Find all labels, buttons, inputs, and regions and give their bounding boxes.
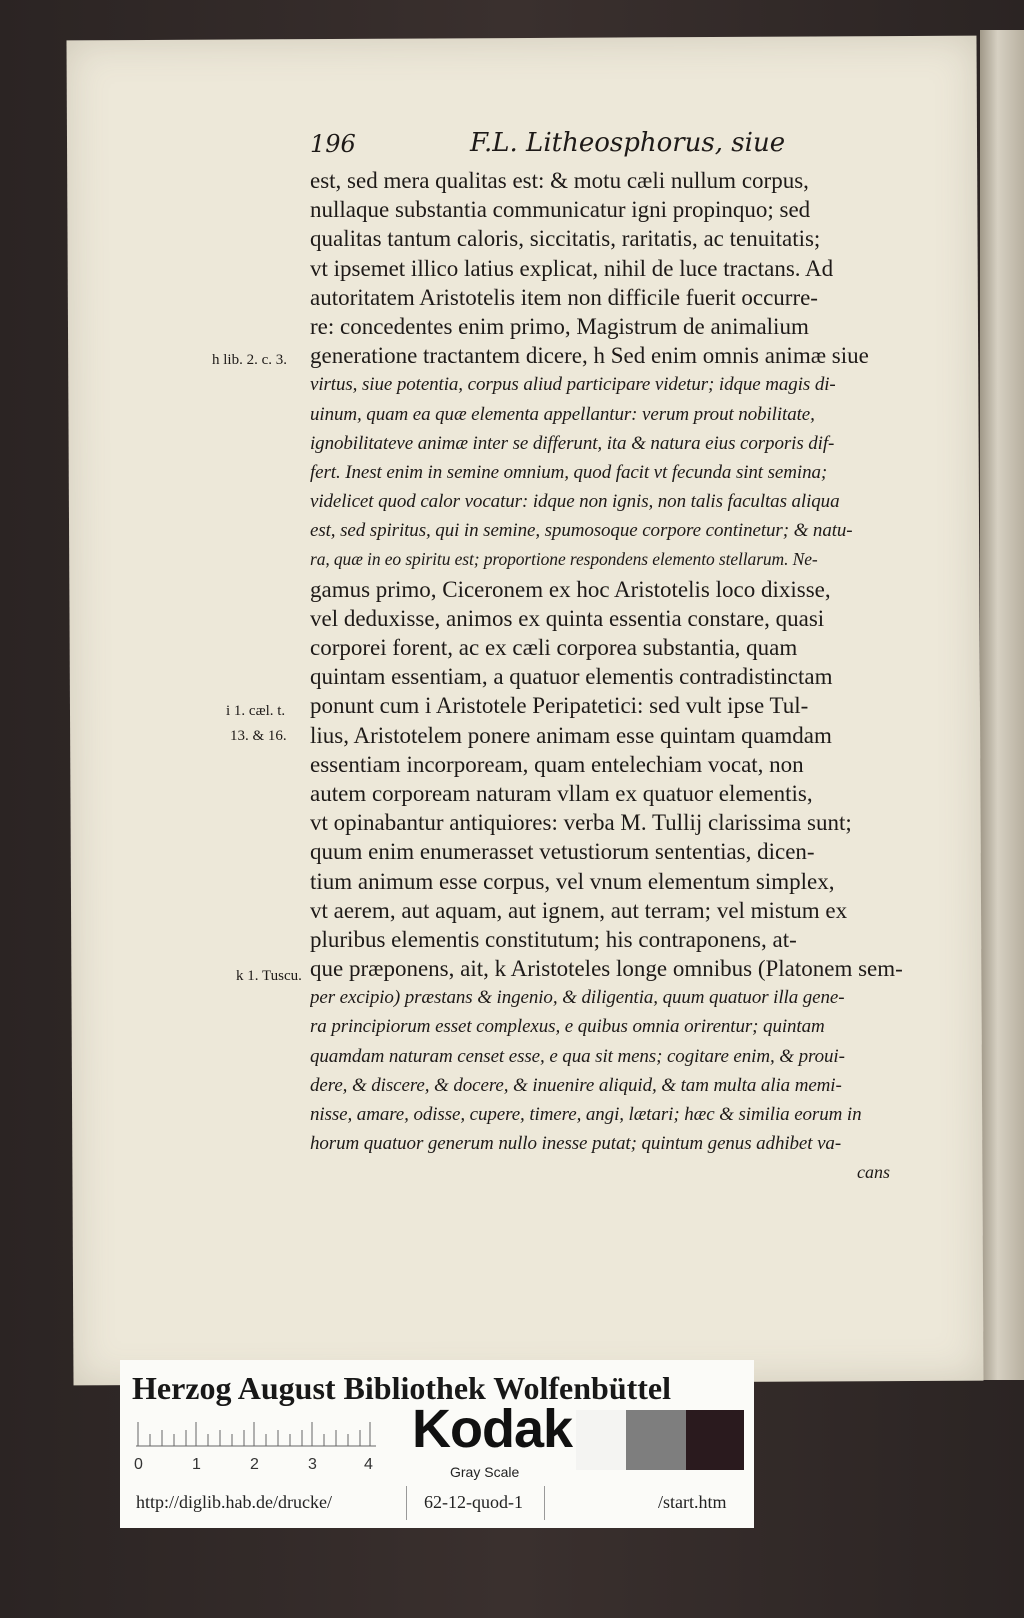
quote-line: ra, quæ in eo spiritu est; proportione respondens elemento stellarum. Ne- <box>310 549 818 570</box>
quote-line: per excipio) præstans & ingenio, & diligentia, quum quatuor illa gene- <box>310 987 845 1009</box>
text-line: ponunt cum i Aristotele Peripatetici: sed vult ipse Tul- <box>310 693 809 719</box>
margin-note-h: h lib. 2. c. 3. <box>212 352 287 368</box>
text-line: quintam essentiam, a quatuor elementis contradistinctam <box>310 664 833 690</box>
text-line: autem corpoream naturam vllam ex quatuor elementis, <box>310 780 813 806</box>
quote-line: virtus, siue potentia, corpus aliud participare videtur; idque magis di- <box>310 374 836 396</box>
text-line: est, sed mera qualitas est: & motu cæli nullum corpus, <box>310 168 809 193</box>
adjacent-page-edge <box>980 30 1024 1380</box>
text-line: quum enim enumerasset vetustiorum sententias, dicen- <box>310 839 815 865</box>
quote-line: nisse, amare, odisse, cupere, timere, angi, lætari; hæc & similia eorum in <box>310 1104 862 1125</box>
text-line: tium animum esse corpus, vel vnum elementum simplex, <box>310 868 835 894</box>
text-line: qualitas tantum caloris, siccitatis, raritatis, ac tenuitatis; <box>310 226 821 252</box>
quote-line: dere, & discere, & docere, & inuenire aliquid, & tam multa alia memi- <box>310 1074 842 1096</box>
ruler-number: 4 <box>364 1456 373 1473</box>
ruler-number: 2 <box>250 1456 259 1473</box>
text-line: essentiam incorpoream, quam entelechiam vocat, non <box>310 751 804 777</box>
quote-line: fert. Inest enim in semine omnium, quod facit vt fecunda sint semina; <box>310 461 828 483</box>
url-divider <box>406 1486 407 1520</box>
page-number: 196 <box>310 130 356 158</box>
quote-line: ignobilitateve animæ inter se differunt, ita & natura eius corporis dif- <box>310 432 835 454</box>
catchword: cans <box>857 1162 890 1183</box>
gray-swatch-mid <box>626 1410 686 1470</box>
text-line: que præponens, ait, k Aristoteles longe omnibus (Platonem sem- <box>310 956 903 982</box>
url-id: 62-12-quod-1 <box>424 1492 523 1512</box>
gray-swatch-white <box>576 1410 626 1470</box>
url-end: /start.htm <box>658 1492 727 1512</box>
text-line: nullaque substantia communicatur igni propinquo; sed <box>310 197 811 223</box>
text-line: vel deduxisse, animos ex quinta essentia constare, quasi <box>310 605 825 631</box>
quote-line: est, sed spiritus, qui in semine, spumosoque corpore continetur; & natu- <box>310 520 853 542</box>
ruler-number: 0 <box>134 1456 143 1473</box>
library-name: Herzog August Bibliothek Wolfenbüttel <box>132 1370 672 1406</box>
text-line: vt ipsemet illico latius explicat, nihil de luce tractans. Ad <box>310 255 834 281</box>
gray-swatch-dark <box>686 1410 744 1470</box>
quote-line: horum quatuor generum nullo inesse putat; quintum genus adhibet va- <box>310 1133 842 1155</box>
margin-note-i-cont: 13. & 16. <box>230 728 287 744</box>
text-line: lius, Aristotelem ponere animam esse quintam quamdam <box>310 722 832 748</box>
text-line: generatione tractantem dicere, h Sed enim omnis animæ siue <box>310 343 869 369</box>
quote-line: videlicet quod calor vocatur: idque non ignis, non talis facultas aliqua <box>310 491 840 513</box>
url-bar <box>120 1482 754 1522</box>
ruler-scale <box>136 1412 386 1452</box>
url-divider <box>544 1486 545 1520</box>
ruler-number: 1 <box>192 1456 201 1473</box>
scan-target-card <box>120 1360 754 1528</box>
running-title: F.L. Litheosphorus, siue <box>470 128 786 158</box>
margin-note-k: k 1. Tuscu. <box>236 968 302 984</box>
url-base: http://diglib.hab.de/drucke/ <box>136 1492 332 1512</box>
text-line: gamus primo, Ciceronem ex hoc Aristotelis loco dixisse, <box>310 576 831 602</box>
kodak-logo: Kodak <box>412 1399 573 1459</box>
text-line: pluribus elementis constitutum; his contraponens, at- <box>310 926 797 952</box>
quote-line: ra principiorum esset complexus, e quibus omnia orirentur; quintam <box>310 1016 825 1038</box>
text-line: vt aerem, aut aquam, aut ignem, aut terram; vel mistum ex <box>310 897 848 923</box>
text-line: autoritatem Aristotelis item non difficile fuerit occurre- <box>310 284 818 310</box>
quote-line: quamdam naturam censet esse, e qua sit mens; cogitare enim, & proui- <box>310 1045 845 1067</box>
quote-line: uinum, quam ea quæ elementa appellantur: verum prout nobilitate, <box>310 403 815 425</box>
body-text <box>310 166 950 1188</box>
page-header <box>310 128 950 168</box>
ruler-number: 3 <box>308 1456 317 1473</box>
margin-note-i: i 1. cæl. t. <box>226 703 286 719</box>
text-line: corporei forent, ac ex cæli corporea substantia, quam <box>310 635 798 660</box>
gray-scale-label: Gray Scale <box>450 1464 520 1480</box>
text-line: re: concedentes enim primo, Magistrum de animalium <box>310 313 809 339</box>
text-line: vt opinabantur antiquiores: verba M. Tullij clarissima sunt; <box>310 810 852 836</box>
